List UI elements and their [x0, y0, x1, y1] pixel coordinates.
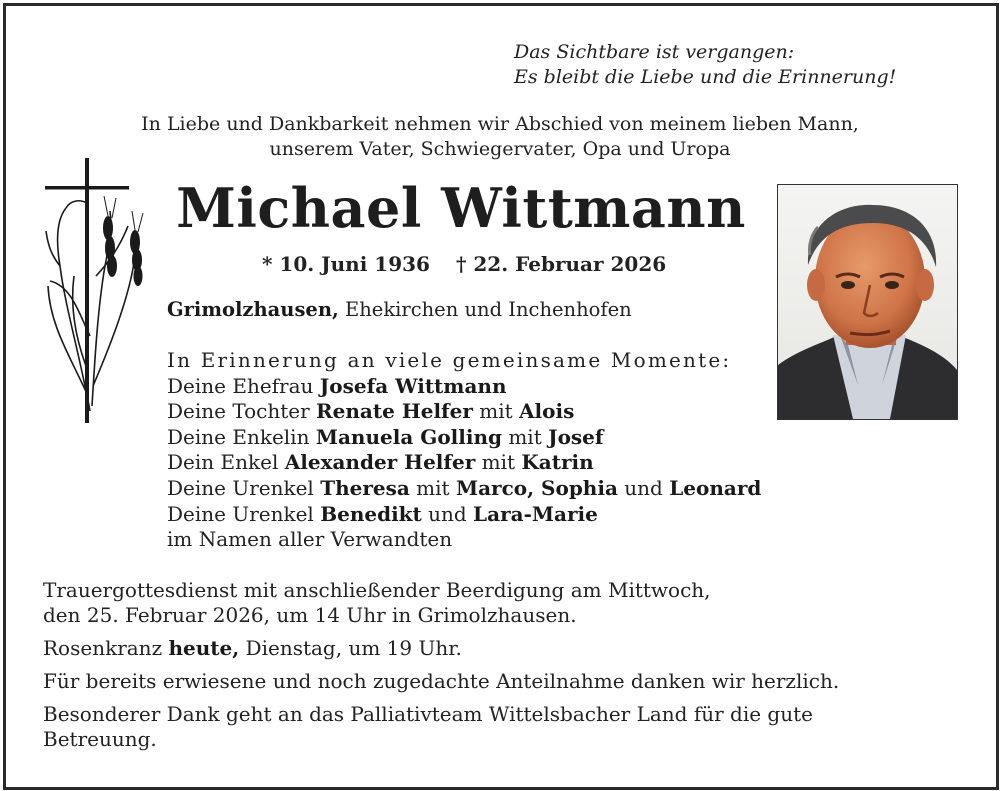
place-line: [167, 298, 632, 321]
mourner-line: [167, 476, 761, 502]
intro-line-2: unserem Vater, Schwiegervater, Opa und Uropa: [269, 138, 731, 160]
rosary-day: heute,: [168, 636, 240, 660]
service-line-1: Trauergottesdienst mit anschließender Beerdigung am Mittwoch,: [43, 578, 711, 602]
connector: mit: [472, 399, 520, 424]
relation-label: Deine Tochter: [167, 399, 317, 424]
mourners-heading: In Erinnerung an viele gemeinsame Momente:: [167, 348, 732, 372]
mourner-name: Josef: [548, 424, 604, 449]
mourner-line: [167, 399, 761, 425]
relation-label: Deine Ehefrau: [167, 373, 320, 398]
death-date: † 22. Februar 2026: [455, 252, 667, 276]
connector: und: [617, 475, 670, 500]
special-thanks: [43, 702, 839, 752]
mourner-name: Alois: [519, 399, 575, 424]
intro-text: [0, 112, 1000, 162]
mourner-name: Lara-Marie: [473, 501, 598, 526]
special-thanks-line-1: Besonderer Dank geht an das Palliativteam Wittelsbacher Land für die gute: [43, 702, 813, 726]
mourner-name: Manuela Golling: [315, 424, 502, 449]
mourner-name: Katrin: [521, 450, 594, 475]
mourner-name: Leonard: [669, 475, 762, 500]
mourner-name: Alexander Helfer: [284, 450, 476, 475]
life-dates: [262, 252, 666, 276]
mourner-name: Theresa: [320, 475, 410, 500]
connector: und: [421, 501, 474, 526]
motto-line-2: Es bleibt die Liebe und die Erinnerung!: [514, 66, 897, 88]
birth-date: * 10. Juni 1936: [262, 252, 430, 276]
mourner-name: Renate Helfer: [316, 399, 473, 424]
footer-info: [43, 578, 839, 760]
place-main: Grimolzhausen,: [167, 298, 339, 321]
motto: [514, 40, 896, 90]
rosary-time: Dienstag, um 19 Uhr.: [239, 636, 462, 660]
relation-label: Deine Enkelin: [167, 424, 316, 449]
service-info: [43, 578, 839, 628]
rosary-label: Rosenkranz: [43, 636, 169, 660]
mourner-line: [167, 425, 761, 451]
deceased-name: Michael Wittmann: [176, 176, 746, 240]
thanks-text: Für bereits erwiesene und noch zugedachte Anteilnahme danken wir herzlich.: [43, 669, 840, 693]
mourner-line: [167, 450, 761, 476]
connector: mit: [475, 450, 522, 475]
mourner-line: [167, 374, 761, 400]
mourner-name: Josefa Wittmann: [319, 373, 507, 398]
intro-line-1: In Liebe und Dankbarkeit nehmen wir Abschied von meinem lieben Mann,: [141, 113, 859, 135]
portrait-photo: [777, 184, 958, 420]
mourner-line: [167, 502, 761, 528]
motto-line-1: Das Sichtbare ist vergangen:: [514, 41, 795, 63]
relation-label: Deine Urenkel: [167, 475, 321, 500]
mourner-name: Marco, Sophia: [455, 475, 618, 500]
connector: mit: [501, 424, 549, 449]
place-rest: Ehekirchen und Inchenhofen: [338, 298, 632, 321]
mourners-list: [167, 348, 761, 553]
relation-label: Dein Enkel: [167, 450, 285, 475]
mourner-name: Benedikt: [320, 501, 422, 526]
special-thanks-line-2: Betreuung.: [43, 727, 157, 751]
service-line-2: den 25. Februar 2026, um 14 Uhr in Grimolzhausen.: [43, 603, 577, 627]
relation-label: Deine Urenkel: [167, 501, 321, 526]
rosary-info: [43, 636, 839, 661]
mourners-closing: im Namen aller Verwandten: [167, 527, 453, 552]
connector: mit: [409, 475, 456, 500]
